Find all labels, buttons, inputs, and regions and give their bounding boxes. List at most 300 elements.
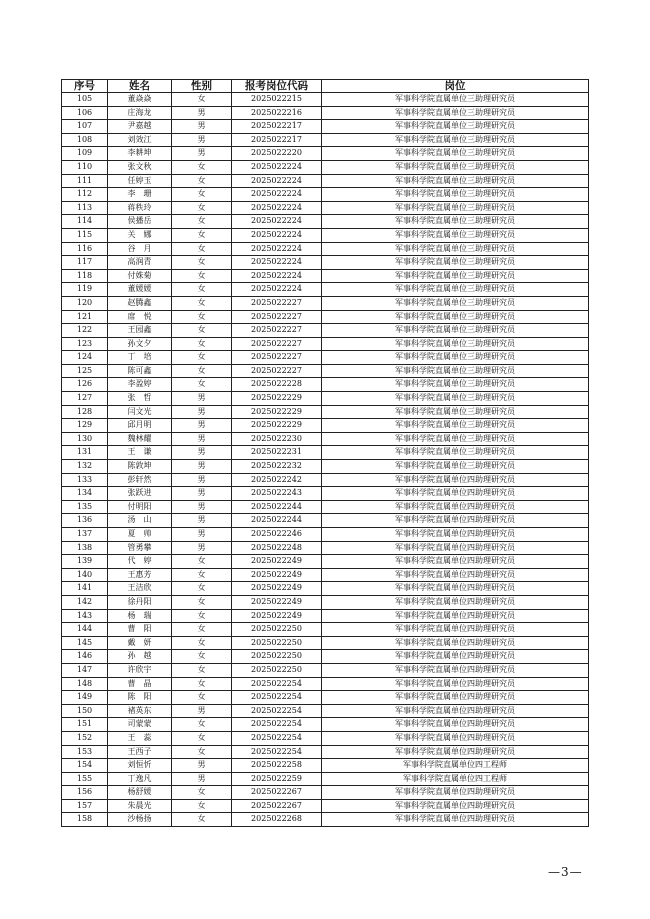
cell-name: 王 蕊 bbox=[108, 731, 172, 745]
cell-gender: 男 bbox=[172, 473, 232, 487]
table-row bbox=[62, 324, 589, 338]
cell-name: 李盈婷 bbox=[108, 378, 172, 392]
table-row bbox=[62, 106, 589, 120]
cell-gender: 女 bbox=[172, 595, 232, 609]
cell-serial-number: 107 bbox=[62, 120, 108, 134]
cell-position-code: 2025022249 bbox=[232, 582, 322, 596]
cell-position: 军事科学院直属单位四助理研究员 bbox=[322, 704, 589, 718]
cell-serial-number: 149 bbox=[62, 691, 108, 705]
cell-name: 付明阳 bbox=[108, 500, 172, 514]
cell-serial-number: 123 bbox=[62, 337, 108, 351]
cell-position: 军事科学院直属单位四工程师 bbox=[322, 772, 589, 786]
cell-position: 军事科学院直属单位三助理研究员 bbox=[322, 364, 589, 378]
cell-gender: 女 bbox=[172, 324, 232, 338]
table-row bbox=[62, 405, 589, 419]
cell-name: 侯播岳 bbox=[108, 215, 172, 229]
table-row bbox=[62, 296, 589, 310]
cell-position-code: 2025022224 bbox=[232, 283, 322, 297]
table-row bbox=[62, 283, 589, 297]
cell-serial-number: 148 bbox=[62, 677, 108, 691]
table-row bbox=[62, 174, 589, 188]
cell-serial-number: 112 bbox=[62, 188, 108, 202]
cell-gender: 女 bbox=[172, 296, 232, 310]
table-row bbox=[62, 351, 589, 365]
cell-position: 军事科学院直属单位三助理研究员 bbox=[322, 324, 589, 338]
cell-gender: 男 bbox=[172, 446, 232, 460]
header-serial-number: 序号 bbox=[62, 80, 108, 93]
cell-position-code: 2025022224 bbox=[232, 242, 322, 256]
cell-name: 关 娜 bbox=[108, 228, 172, 242]
cell-serial-number: 151 bbox=[62, 718, 108, 732]
cell-name: 尹嘉越 bbox=[108, 120, 172, 134]
cell-gender: 女 bbox=[172, 636, 232, 650]
cell-name: 张 哲 bbox=[108, 392, 172, 406]
cell-gender: 男 bbox=[172, 541, 232, 555]
cell-name: 曹 晶 bbox=[108, 677, 172, 691]
cell-serial-number: 136 bbox=[62, 514, 108, 528]
cell-gender: 女 bbox=[172, 731, 232, 745]
table-row bbox=[62, 201, 589, 215]
cell-position-code: 2025022254 bbox=[232, 731, 322, 745]
cell-gender: 男 bbox=[172, 460, 232, 474]
table-row bbox=[62, 133, 589, 147]
cell-gender: 男 bbox=[172, 759, 232, 773]
cell-name: 丁逸凡 bbox=[108, 772, 172, 786]
cell-gender: 女 bbox=[172, 718, 232, 732]
cell-name: 王惠芳 bbox=[108, 568, 172, 582]
cell-position-code: 2025022229 bbox=[232, 405, 322, 419]
cell-name: 彭轩然 bbox=[108, 473, 172, 487]
table-row bbox=[62, 677, 589, 691]
cell-name: 董媛媛 bbox=[108, 283, 172, 297]
table-row bbox=[62, 160, 589, 174]
cell-serial-number: 138 bbox=[62, 541, 108, 555]
cell-position-code: 2025022224 bbox=[232, 269, 322, 283]
table-row bbox=[62, 392, 589, 406]
cell-gender: 女 bbox=[172, 310, 232, 324]
cell-name: 杨舒媛 bbox=[108, 786, 172, 800]
table-row bbox=[62, 228, 589, 242]
cell-gender: 男 bbox=[172, 405, 232, 419]
cell-serial-number: 120 bbox=[62, 296, 108, 310]
cell-serial-number: 157 bbox=[62, 799, 108, 813]
cell-position: 军事科学院直属单位四助理研究员 bbox=[322, 500, 589, 514]
table-row bbox=[62, 487, 589, 501]
table-row bbox=[62, 120, 589, 134]
page-number: —3— bbox=[548, 865, 583, 879]
cell-position-code: 2025022249 bbox=[232, 568, 322, 582]
cell-position: 军事科学院直属单位三助理研究员 bbox=[322, 188, 589, 202]
table-row bbox=[62, 500, 589, 514]
cell-name: 孙文夕 bbox=[108, 337, 172, 351]
cell-position: 军事科学院直属单位三助理研究员 bbox=[322, 351, 589, 365]
cell-position-code: 2025022231 bbox=[232, 446, 322, 460]
cell-position: 军事科学院直属单位四助理研究员 bbox=[322, 691, 589, 705]
cell-position-code: 2025022244 bbox=[232, 500, 322, 514]
table-row bbox=[62, 147, 589, 161]
cell-gender: 男 bbox=[172, 106, 232, 120]
cell-position-code: 2025022224 bbox=[232, 228, 322, 242]
cell-gender: 女 bbox=[172, 691, 232, 705]
cell-position-code: 2025022248 bbox=[232, 541, 322, 555]
cell-name: 代 婷 bbox=[108, 555, 172, 569]
cell-gender: 女 bbox=[172, 160, 232, 174]
cell-position-code: 2025022227 bbox=[232, 324, 322, 338]
cell-gender: 女 bbox=[172, 337, 232, 351]
cell-position-code: 2025022258 bbox=[232, 759, 322, 773]
cell-position-code: 2025022254 bbox=[232, 718, 322, 732]
cell-position: 军事科学院直属单位三助理研究员 bbox=[322, 147, 589, 161]
cell-serial-number: 137 bbox=[62, 528, 108, 542]
table-row bbox=[62, 93, 589, 107]
cell-position: 军事科学院直属单位三助理研究员 bbox=[322, 215, 589, 229]
cell-position-code: 2025022227 bbox=[232, 351, 322, 365]
cell-serial-number: 114 bbox=[62, 215, 108, 229]
cell-position: 军事科学院直属单位三助理研究员 bbox=[322, 405, 589, 419]
cell-name: 王洁欣 bbox=[108, 582, 172, 596]
cell-name: 李耕坤 bbox=[108, 147, 172, 161]
cell-name: 徐丹阳 bbox=[108, 595, 172, 609]
cell-serial-number: 156 bbox=[62, 786, 108, 800]
cell-position: 军事科学院直属单位四助理研究员 bbox=[322, 555, 589, 569]
cell-position: 军事科学院直属单位三助理研究员 bbox=[322, 120, 589, 134]
table-row bbox=[62, 745, 589, 759]
cell-position-code: 2025022267 bbox=[232, 786, 322, 800]
cell-position-code: 2025022224 bbox=[232, 174, 322, 188]
cell-position: 军事科学院直属单位三助理研究员 bbox=[322, 296, 589, 310]
cell-name: 张文秋 bbox=[108, 160, 172, 174]
cell-position-code: 2025022242 bbox=[232, 473, 322, 487]
cell-position-code: 2025022254 bbox=[232, 691, 322, 705]
cell-position: 军事科学院直属单位四工程师 bbox=[322, 759, 589, 773]
cell-name: 管勇攀 bbox=[108, 541, 172, 555]
candidate-table bbox=[61, 79, 589, 827]
cell-gender: 女 bbox=[172, 745, 232, 759]
cell-serial-number: 141 bbox=[62, 582, 108, 596]
cell-gender: 男 bbox=[172, 487, 232, 501]
table-row bbox=[62, 623, 589, 637]
cell-name: 许欣宇 bbox=[108, 663, 172, 677]
cell-position-code: 2025022250 bbox=[232, 650, 322, 664]
table-row bbox=[62, 772, 589, 786]
cell-serial-number: 131 bbox=[62, 446, 108, 460]
cell-position: 军事科学院直属单位三助理研究员 bbox=[322, 93, 589, 107]
cell-serial-number: 119 bbox=[62, 283, 108, 297]
cell-gender: 女 bbox=[172, 813, 232, 827]
cell-position: 军事科学院直属单位四助理研究员 bbox=[322, 745, 589, 759]
cell-position-code: 2025022250 bbox=[232, 623, 322, 637]
cell-position-code: 2025022227 bbox=[232, 310, 322, 324]
cell-name: 丁 培 bbox=[108, 351, 172, 365]
cell-gender: 女 bbox=[172, 677, 232, 691]
cell-position-code: 2025022224 bbox=[232, 256, 322, 270]
cell-serial-number: 139 bbox=[62, 555, 108, 569]
table-row bbox=[62, 786, 589, 800]
cell-position-code: 2025022217 bbox=[232, 133, 322, 147]
cell-name: 沙杨扬 bbox=[108, 813, 172, 827]
cell-name: 陈 阳 bbox=[108, 691, 172, 705]
cell-serial-number: 132 bbox=[62, 460, 108, 474]
cell-gender: 女 bbox=[172, 786, 232, 800]
table-body bbox=[62, 93, 589, 827]
cell-name: 王 谦 bbox=[108, 446, 172, 460]
cell-position: 军事科学院直属单位三助理研究员 bbox=[322, 310, 589, 324]
cell-serial-number: 126 bbox=[62, 378, 108, 392]
header-gender: 性别 bbox=[172, 80, 232, 93]
cell-gender: 女 bbox=[172, 378, 232, 392]
table-row bbox=[62, 582, 589, 596]
cell-name: 司蒙蒙 bbox=[108, 718, 172, 732]
cell-position: 军事科学院直属单位三助理研究员 bbox=[322, 283, 589, 297]
table-row bbox=[62, 663, 589, 677]
cell-position: 军事科学院直属单位三助理研究员 bbox=[322, 106, 589, 120]
cell-serial-number: 145 bbox=[62, 636, 108, 650]
cell-name: 李 珊 bbox=[108, 188, 172, 202]
table-row bbox=[62, 446, 589, 460]
cell-position: 军事科学院直属单位三助理研究员 bbox=[322, 269, 589, 283]
cell-gender: 男 bbox=[172, 432, 232, 446]
cell-serial-number: 152 bbox=[62, 731, 108, 745]
table-row bbox=[62, 528, 589, 542]
cell-name: 魏林耀 bbox=[108, 432, 172, 446]
cell-serial-number: 155 bbox=[62, 772, 108, 786]
cell-serial-number: 108 bbox=[62, 133, 108, 147]
cell-name: 曹 阳 bbox=[108, 623, 172, 637]
cell-serial-number: 147 bbox=[62, 663, 108, 677]
cell-gender: 女 bbox=[172, 663, 232, 677]
cell-position: 军事科学院直属单位三助理研究员 bbox=[322, 378, 589, 392]
cell-position-code: 2025022244 bbox=[232, 514, 322, 528]
cell-gender: 女 bbox=[172, 188, 232, 202]
cell-serial-number: 109 bbox=[62, 147, 108, 161]
cell-gender: 女 bbox=[172, 201, 232, 215]
cell-position: 军事科学院直属单位四助理研究员 bbox=[322, 568, 589, 582]
cell-gender: 男 bbox=[172, 514, 232, 528]
cell-position: 军事科学院直属单位三助理研究员 bbox=[322, 228, 589, 242]
cell-gender: 男 bbox=[172, 528, 232, 542]
cell-position: 军事科学院直属单位四助理研究员 bbox=[322, 595, 589, 609]
cell-position-code: 2025022254 bbox=[232, 745, 322, 759]
cell-gender: 女 bbox=[172, 269, 232, 283]
cell-position-code: 2025022259 bbox=[232, 772, 322, 786]
header-position: 岗位 bbox=[322, 80, 589, 93]
table-row bbox=[62, 636, 589, 650]
cell-serial-number: 116 bbox=[62, 242, 108, 256]
table-row bbox=[62, 704, 589, 718]
cell-position: 军事科学院直属单位三助理研究员 bbox=[322, 201, 589, 215]
cell-serial-number: 158 bbox=[62, 813, 108, 827]
cell-gender: 男 bbox=[172, 704, 232, 718]
table-row bbox=[62, 432, 589, 446]
cell-name: 庄海龙 bbox=[108, 106, 172, 120]
table-row bbox=[62, 718, 589, 732]
cell-gender: 女 bbox=[172, 215, 232, 229]
header-name: 姓名 bbox=[108, 80, 172, 93]
cell-name: 杨 瑞 bbox=[108, 609, 172, 623]
cell-position-code: 2025022250 bbox=[232, 636, 322, 650]
table-row bbox=[62, 813, 589, 827]
cell-name: 汤 山 bbox=[108, 514, 172, 528]
table-row bbox=[62, 609, 589, 623]
cell-serial-number: 154 bbox=[62, 759, 108, 773]
cell-position: 军事科学院直属单位四助理研究员 bbox=[322, 799, 589, 813]
cell-position: 军事科学院直属单位三助理研究员 bbox=[322, 460, 589, 474]
cell-position: 军事科学院直属单位四助理研究员 bbox=[322, 813, 589, 827]
cell-gender: 男 bbox=[172, 133, 232, 147]
cell-name: 褚英东 bbox=[108, 704, 172, 718]
cell-serial-number: 118 bbox=[62, 269, 108, 283]
cell-position-code: 2025022250 bbox=[232, 663, 322, 677]
cell-gender: 男 bbox=[172, 772, 232, 786]
cell-position: 军事科学院直属单位四助理研究员 bbox=[322, 623, 589, 637]
cell-serial-number: 106 bbox=[62, 106, 108, 120]
cell-position-code: 2025022224 bbox=[232, 188, 322, 202]
table-row bbox=[62, 799, 589, 813]
cell-position-code: 2025022268 bbox=[232, 813, 322, 827]
table-row bbox=[62, 215, 589, 229]
cell-position-code: 2025022249 bbox=[232, 595, 322, 609]
table-row bbox=[62, 514, 589, 528]
cell-position: 军事科学院直属单位四助理研究员 bbox=[322, 663, 589, 677]
cell-serial-number: 129 bbox=[62, 419, 108, 433]
cell-gender: 女 bbox=[172, 568, 232, 582]
cell-position: 军事科学院直属单位四助理研究员 bbox=[322, 582, 589, 596]
cell-name: 席 悦 bbox=[108, 310, 172, 324]
cell-position: 军事科学院直属单位三助理研究员 bbox=[322, 446, 589, 460]
table-row bbox=[62, 541, 589, 555]
table-row bbox=[62, 242, 589, 256]
cell-position-code: 2025022267 bbox=[232, 799, 322, 813]
cell-name: 刘恒忻 bbox=[108, 759, 172, 773]
cell-gender: 女 bbox=[172, 582, 232, 596]
cell-gender: 女 bbox=[172, 799, 232, 813]
cell-name: 戴 妍 bbox=[108, 636, 172, 650]
cell-gender: 男 bbox=[172, 392, 232, 406]
table-row bbox=[62, 419, 589, 433]
cell-serial-number: 134 bbox=[62, 487, 108, 501]
table-row bbox=[62, 337, 589, 351]
cell-position: 军事科学院直属单位三助理研究员 bbox=[322, 419, 589, 433]
cell-gender: 女 bbox=[172, 351, 232, 365]
cell-position-code: 2025022220 bbox=[232, 147, 322, 161]
cell-serial-number: 121 bbox=[62, 310, 108, 324]
cell-gender: 男 bbox=[172, 120, 232, 134]
cell-position: 军事科学院直属单位四助理研究员 bbox=[322, 541, 589, 555]
cell-position: 军事科学院直属单位四助理研究员 bbox=[322, 650, 589, 664]
cell-name: 夏 帅 bbox=[108, 528, 172, 542]
table-row bbox=[62, 595, 589, 609]
cell-position: 军事科学院直属单位四助理研究员 bbox=[322, 731, 589, 745]
cell-position-code: 2025022246 bbox=[232, 528, 322, 542]
cell-name: 朱晨光 bbox=[108, 799, 172, 813]
cell-serial-number: 124 bbox=[62, 351, 108, 365]
cell-position: 军事科学院直属单位四助理研究员 bbox=[322, 514, 589, 528]
cell-serial-number: 133 bbox=[62, 473, 108, 487]
cell-gender: 女 bbox=[172, 256, 232, 270]
table-row bbox=[62, 691, 589, 705]
cell-position-code: 2025022215 bbox=[232, 93, 322, 107]
cell-position: 军事科学院直属单位四助理研究员 bbox=[322, 473, 589, 487]
cell-position: 军事科学院直属单位三助理研究员 bbox=[322, 256, 589, 270]
cell-position: 军事科学院直属单位三助理研究员 bbox=[322, 160, 589, 174]
table-row bbox=[62, 460, 589, 474]
cell-name: 高润青 bbox=[108, 256, 172, 270]
cell-name: 张跃进 bbox=[108, 487, 172, 501]
cell-position-code: 2025022217 bbox=[232, 120, 322, 134]
cell-name: 闫文光 bbox=[108, 405, 172, 419]
cell-position: 军事科学院直属单位三助理研究员 bbox=[322, 242, 589, 256]
cell-gender: 女 bbox=[172, 174, 232, 188]
cell-gender: 女 bbox=[172, 228, 232, 242]
cell-gender: 女 bbox=[172, 650, 232, 664]
cell-position-code: 2025022232 bbox=[232, 460, 322, 474]
cell-serial-number: 117 bbox=[62, 256, 108, 270]
cell-position-code: 2025022227 bbox=[232, 364, 322, 378]
cell-gender: 男 bbox=[172, 500, 232, 514]
cell-serial-number: 111 bbox=[62, 174, 108, 188]
cell-name: 赵腾鑫 bbox=[108, 296, 172, 310]
cell-gender: 女 bbox=[172, 555, 232, 569]
cell-name: 谷 月 bbox=[108, 242, 172, 256]
cell-position: 军事科学院直属单位四助理研究员 bbox=[322, 677, 589, 691]
cell-name: 王园鑫 bbox=[108, 324, 172, 338]
cell-gender: 女 bbox=[172, 283, 232, 297]
table-row bbox=[62, 759, 589, 773]
table-row bbox=[62, 568, 589, 582]
cell-position-code: 2025022216 bbox=[232, 106, 322, 120]
cell-position: 军事科学院直属单位四助理研究员 bbox=[322, 528, 589, 542]
cell-position-code: 2025022230 bbox=[232, 432, 322, 446]
cell-position-code: 2025022227 bbox=[232, 337, 322, 351]
cell-name: 任婷玉 bbox=[108, 174, 172, 188]
cell-serial-number: 128 bbox=[62, 405, 108, 419]
cell-position-code: 2025022254 bbox=[232, 677, 322, 691]
cell-position: 军事科学院直属单位三助理研究员 bbox=[322, 133, 589, 147]
cell-position-code: 2025022228 bbox=[232, 378, 322, 392]
cell-position: 军事科学院直属单位四助理研究员 bbox=[322, 786, 589, 800]
cell-position-code: 2025022254 bbox=[232, 704, 322, 718]
cell-serial-number: 153 bbox=[62, 745, 108, 759]
table-row bbox=[62, 473, 589, 487]
cell-serial-number: 140 bbox=[62, 568, 108, 582]
table-row bbox=[62, 555, 589, 569]
cell-position-code: 2025022229 bbox=[232, 392, 322, 406]
cell-position: 军事科学院直属单位三助理研究员 bbox=[322, 392, 589, 406]
cell-name: 陈可鑫 bbox=[108, 364, 172, 378]
cell-name: 董焱焱 bbox=[108, 93, 172, 107]
cell-position-code: 2025022249 bbox=[232, 609, 322, 623]
cell-name: 蒋秩玲 bbox=[108, 201, 172, 215]
table-row bbox=[62, 364, 589, 378]
cell-position: 军事科学院直属单位四助理研究员 bbox=[322, 718, 589, 732]
cell-serial-number: 113 bbox=[62, 201, 108, 215]
table-row bbox=[62, 310, 589, 324]
cell-serial-number: 125 bbox=[62, 364, 108, 378]
cell-position: 军事科学院直属单位四助理研究员 bbox=[322, 487, 589, 501]
cell-serial-number: 115 bbox=[62, 228, 108, 242]
cell-position: 军事科学院直属单位三助理研究员 bbox=[322, 337, 589, 351]
cell-name: 孙 越 bbox=[108, 650, 172, 664]
cell-name: 刘效江 bbox=[108, 133, 172, 147]
table-row bbox=[62, 269, 589, 283]
table-row bbox=[62, 378, 589, 392]
cell-gender: 男 bbox=[172, 147, 232, 161]
table-row bbox=[62, 650, 589, 664]
header-position-code: 报考岗位代码 bbox=[232, 80, 322, 93]
cell-position: 军事科学院直属单位三助理研究员 bbox=[322, 174, 589, 188]
table-row bbox=[62, 188, 589, 202]
cell-serial-number: 146 bbox=[62, 650, 108, 664]
